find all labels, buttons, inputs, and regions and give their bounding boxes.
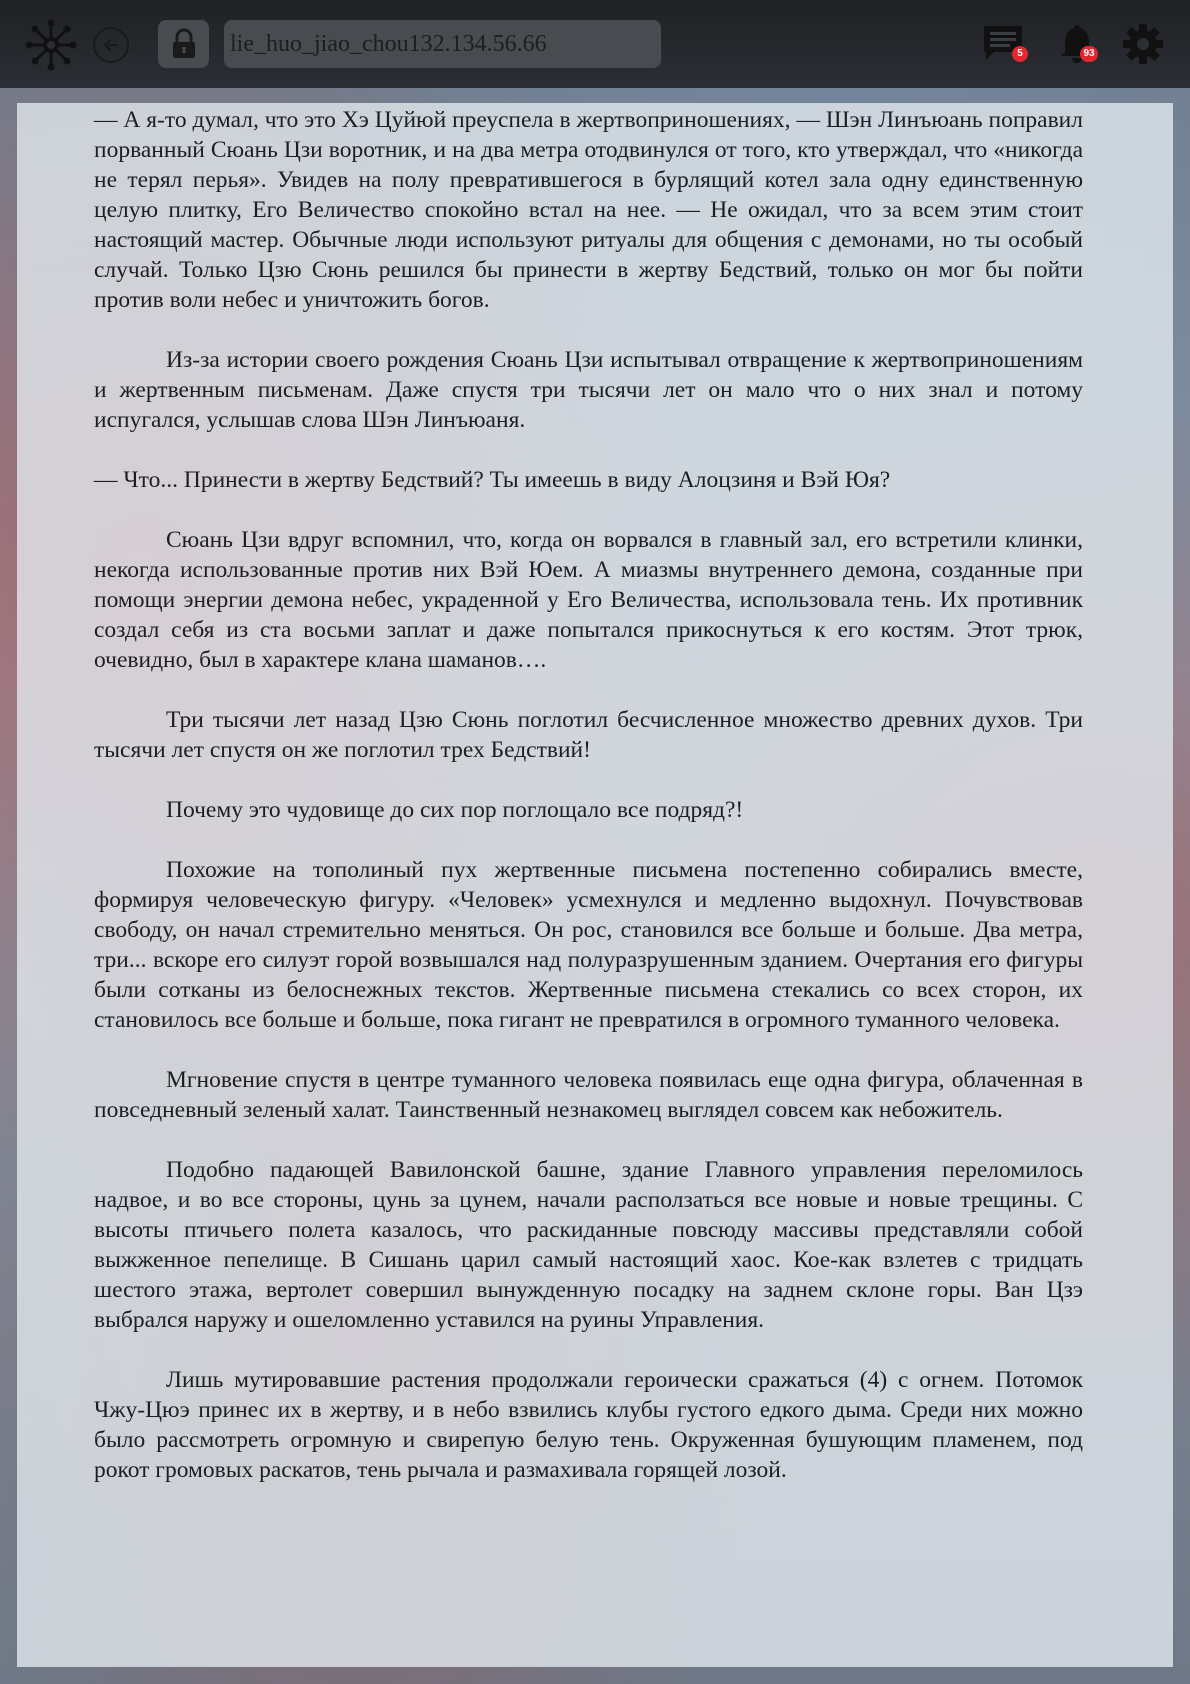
lock-icon <box>169 28 199 60</box>
settings-button[interactable] <box>1120 22 1166 66</box>
paragraph: — Что... Принести в жертву Бедствий? Ты имеешь в виду Алоцзиня и Вэй Юя? <box>94 467 891 493</box>
paragraph: Сюань Цзи вдруг вспомнил, что, когда он ворвался в главный зал, его встретили клинки, некогда использованные против них Вэй Юем. А миазмы внутреннего демона, созданные при помощи энергии демона небес, украденной у Его Величества, использовала тень. Их противник создал себя из ста восьми заплат и даже попытался прикоснуться к его костям. Этот трюк, очевидно, был в характере клана шаманов…. <box>94 527 1083 673</box>
paragraph: Подобно падающей Вавилонской башне, здание Главного управления переломилось надвое, и во все стороны, цунь за цунем, начали расползаться все новые и новые трещины. С высоты птичьего полета казалось, что раскиданные повсюду массивы представляли собой выжженное пепелище. В Сишань царил самый настоящий хаос. Кое-как взлетев с тридцать шестого этажа, вертолет совершил вынужденную посадку на заднем склоне горы. Ван Цзэ выбрался наружу и ошеломленно уставился на руины Управления. <box>94 1157 1083 1333</box>
paragraph: — А я-то думал, что это Хэ Цуйюй преуспела в жертвоприношениях, — Шэн Линъюань поправил порванный Сюань Цзи воротник, и на два метра отодвинулся от того, кто утверждал, что «никогда не терял перья». Увидев на полу превратившегося в бурлящий котел зала одну единственную целую плитку, Его Величество спокойно встал на нее. — Не ожидал, что за всем этим стоит настоящий мастер. Обычные люди используют ритуалы для общения с демонами, но ты особый случай. Только Цзю Сюнь решился бы принести в жертву Бедствий, только он мог бы пойти против воли небес и уничтожить богов. <box>94 107 1083 313</box>
paragraph: Лишь мутировавшие растения продолжали героически сражаться (4) с огнем. Потомок Чжу-Цюэ принес их в жертву, и в небо взвились клубы густого едкого дыма. Среди них можно было рассмотреть огромную и свирепую белую тень. Окруженная бушующим пламенем, под рокот громовых раскатов, тень рычала и размахивала горящей лозой. <box>94 1367 1083 1483</box>
top-bar <box>0 0 1190 88</box>
paragraph: Мгновение спустя в центре туманного человека появилась еще одна фигура, облаченная в повседневный зеленый халат. Таинственный незнакомец выглядел совсем как небожитель. <box>94 1067 1083 1123</box>
paragraph: Три тысячи лет назад Цзю Сюнь поглотил бесчисленное множество древних духов. Три тысячи лет спустя он же поглотил трех Бедствий! <box>94 707 1083 763</box>
notifications-badge: 93 <box>1080 46 1098 62</box>
notifications-button[interactable] <box>1054 22 1100 66</box>
gear-icon <box>1120 22 1166 66</box>
arrow-left-circle-icon <box>101 35 121 55</box>
messages-button[interactable] <box>980 22 1026 66</box>
lock-button[interactable] <box>158 20 209 68</box>
network-hub-icon[interactable] <box>24 18 78 72</box>
chapter-text <box>94 105 1083 1515</box>
url-field[interactable]: lie_huo_jiao_chou132.134.56.66 <box>224 20 661 68</box>
back-button[interactable] <box>93 27 129 63</box>
paragraph: Похожие на тополиный пух жертвенные письмена постепенно собирались вместе, формируя человеческую фигуру. «Человек» усмехнулся и медленно выдохнул. Почувствовав свободу, он начал стремительно меняться. Он рос, становился все больше и больше. Два метра, три... вскоре его силуэт горой возвышался над полуразрушенным зданием. Очертания его фигуры были сотканы из белоснежных текстов. Жертвенные письмена стекались со всех сторон, их становилось все больше и больше, пока гигант не превратился в огромного туманного человека. <box>94 857 1083 1033</box>
messages-badge: 5 <box>1012 46 1028 62</box>
paragraph: Из-за истории своего рождения Сюань Цзи испытывал отвращение к жертвоприношениям и жертвенным письменам. Даже спустя три тысячи лет он мало что о них знал и потому испугался, услышав слова Шэн Линъюаня. <box>94 347 1083 433</box>
paragraph: Почему это чудовище до сих пор поглощало все подряд?! <box>166 797 744 823</box>
